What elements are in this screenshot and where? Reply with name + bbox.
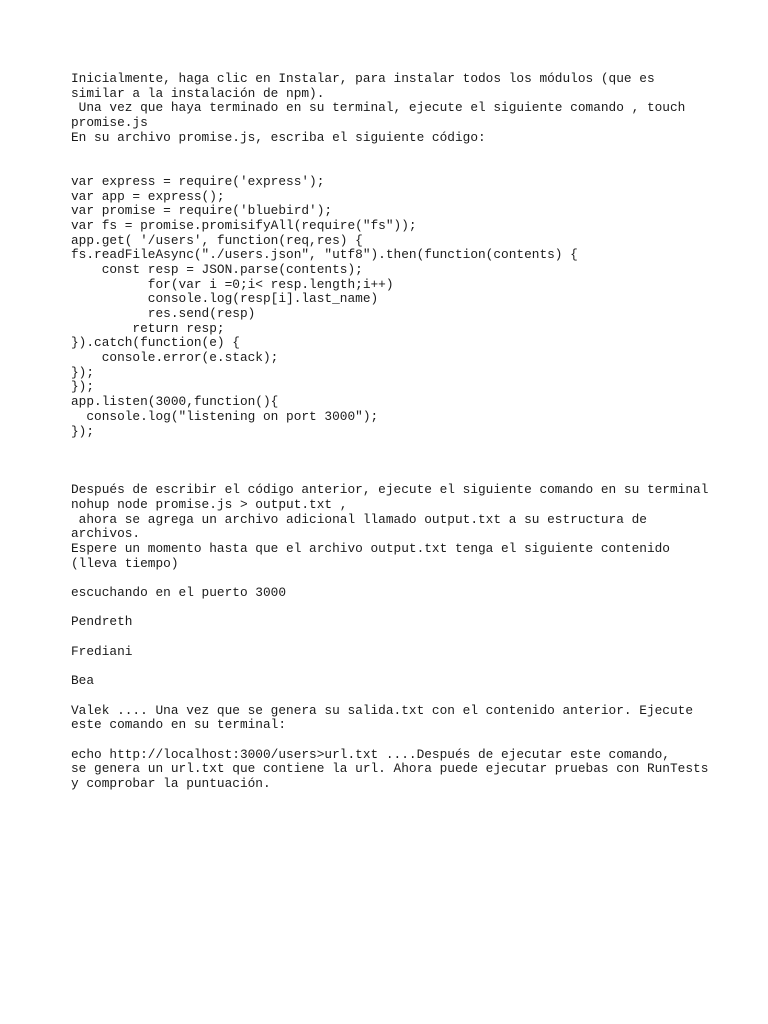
spacer	[71, 160, 731, 175]
intro-paragraph	[71, 72, 731, 145]
text-line: ahora se agrega un archivo adicional llamado output.txt a su estructura de	[71, 511, 647, 527]
code-line: console.log(resp[i].last_name)	[71, 291, 379, 307]
output-name-line: Frediani	[71, 643, 133, 659]
output-listening-line: escuchando en el puerto 3000	[71, 585, 287, 601]
code-line: var express = require('express');	[71, 173, 325, 189]
spacer	[71, 601, 731, 616]
code-line: var promise = require('bluebird');	[71, 203, 333, 219]
output-name-line: Bea	[71, 673, 95, 689]
text-line: similar a la instalación de npm).	[71, 85, 325, 101]
text-line: y comprobar la puntuación.	[71, 776, 271, 791]
text-line: (lleva tiempo)	[71, 555, 179, 571]
after-code-paragraph	[71, 483, 731, 571]
spacer	[71, 630, 731, 645]
code-line: app.listen(3000,function(){	[71, 394, 279, 410]
text-line: promise.js	[71, 115, 148, 131]
code-line: console.error(e.stack);	[71, 350, 279, 366]
valek-paragraph	[71, 704, 731, 733]
spacer	[71, 571, 731, 586]
text-line: este comando en su terminal:	[71, 717, 287, 733]
code-line: });	[71, 364, 95, 380]
code-line: for(var i =0;i< resp.length;i++)	[71, 276, 394, 292]
code-line: console.log("listening on port 3000");	[71, 408, 379, 424]
spacer	[71, 689, 731, 704]
code-line: res.send(resp)	[71, 306, 256, 321]
text-line: Una vez que haya terminado en su terminal, ejecute el siguiente comando , touch	[71, 100, 686, 116]
echo-paragraph	[71, 748, 731, 792]
code-line: var fs = promise.promisifyAll(require("fs"));	[71, 217, 417, 233]
code-line: fs.readFileAsync("./users.json", "utf8").then(function(contents) {	[71, 247, 578, 263]
spacer	[71, 660, 731, 675]
text-line: se genera un url.txt que contiene la url. Ahora puede ejecutar pruebas con RunTests	[71, 761, 709, 777]
code-line: });	[71, 423, 95, 439]
text-line: echo http://localhost:3000/users>url.txt ....Después de ejecutar este comando,	[71, 746, 670, 762]
code-line: app.get( '/users', function(req,res) {	[71, 232, 363, 248]
code-line: return resp;	[71, 320, 225, 336]
code-line: }).catch(function(e) {	[71, 335, 240, 351]
code-block	[71, 175, 731, 439]
output-name-line: Pendreth	[71, 614, 133, 630]
text-line: Después de escribir el código anterior, ejecute el siguiente comando en su terminal	[71, 482, 709, 498]
text-line: Valek .... Una vez que se genera su salida.txt con el contenido anterior. Ejecute	[71, 702, 694, 718]
spacer	[71, 145, 731, 160]
document-page	[71, 72, 731, 792]
code-line: var app = express();	[71, 188, 225, 204]
spacer	[71, 439, 731, 454]
text-line: En su archivo promise.js, escriba el siguiente código:	[71, 129, 486, 145]
text-line: Inicialmente, haga clic en Instalar, para instalar todos los módulos (que es	[71, 71, 655, 86]
code-line: });	[71, 379, 95, 395]
text-line: Espere un momento hasta que el archivo output.txt tenga el siguiente contenido	[71, 541, 670, 556]
spacer	[71, 733, 731, 748]
text-line: nohup node promise.js > output.txt ,	[71, 496, 348, 512]
spacer	[71, 454, 731, 469]
spacer	[71, 469, 731, 484]
code-line: const resp = JSON.parse(contents);	[71, 261, 363, 277]
text-line: archivos.	[71, 526, 141, 542]
